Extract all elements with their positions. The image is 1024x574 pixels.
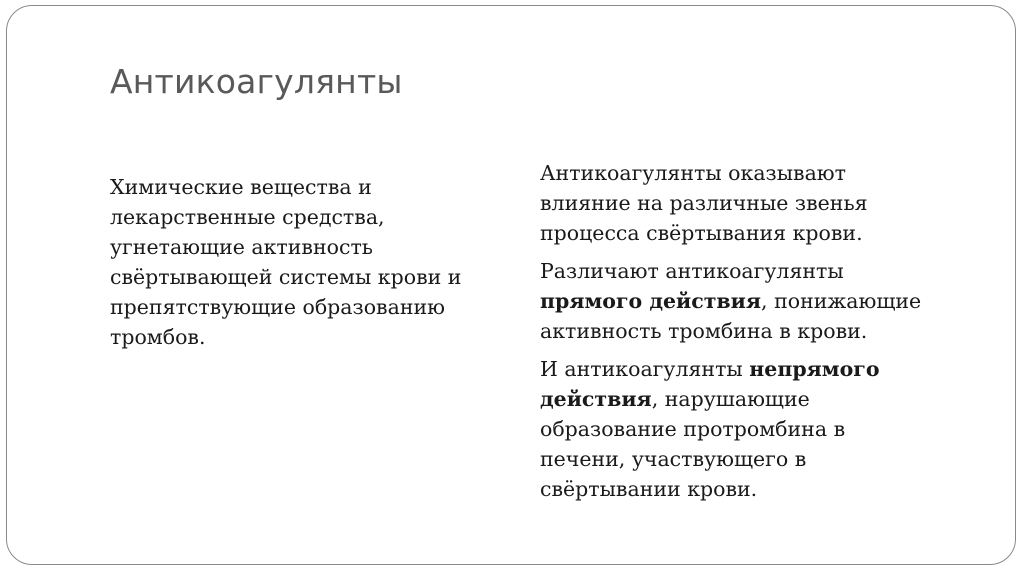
definition-line: свёртывающей системы крови и xyxy=(110,265,462,289)
indirect-line: образование протромбина в xyxy=(540,417,846,441)
direct-line: , понижающие xyxy=(761,289,922,313)
definition-line: препятствующие образованию xyxy=(110,295,445,319)
definition-line: Химические вещества и xyxy=(110,175,372,199)
definition-text xyxy=(110,172,510,352)
effect-line: процесса свёртывания крови. xyxy=(540,221,863,245)
indirect-line: И антикоагулянты xyxy=(540,357,750,381)
direct-line: Различают антикоагулянты xyxy=(540,259,844,283)
indirect-line: свёртывании крови. xyxy=(540,477,758,501)
definition-line: угнетающие активность xyxy=(110,235,373,259)
indirect-line: печени, участвующего в xyxy=(540,447,807,471)
definition-line: тромбов. xyxy=(110,325,206,349)
slide-title: Антикоагулянты xyxy=(110,62,403,101)
classification-text xyxy=(540,158,980,504)
indirect-action-term: действия xyxy=(540,387,652,411)
definition-line: лекарственные средства, xyxy=(110,205,385,229)
direct-action-term: прямого действия xyxy=(540,289,762,313)
indirect-action-term: непрямого xyxy=(749,357,880,381)
effect-line: Антикоагулянты оказывают xyxy=(540,161,846,185)
indirect-action-paragraph xyxy=(540,354,980,504)
direct-line: активность тромбина в крови. xyxy=(540,319,868,343)
effect-paragraph xyxy=(540,158,980,248)
direct-action-paragraph xyxy=(540,256,980,346)
effect-line: влияние на различные звенья xyxy=(540,191,868,215)
indirect-line: , нарушающие xyxy=(651,387,810,411)
